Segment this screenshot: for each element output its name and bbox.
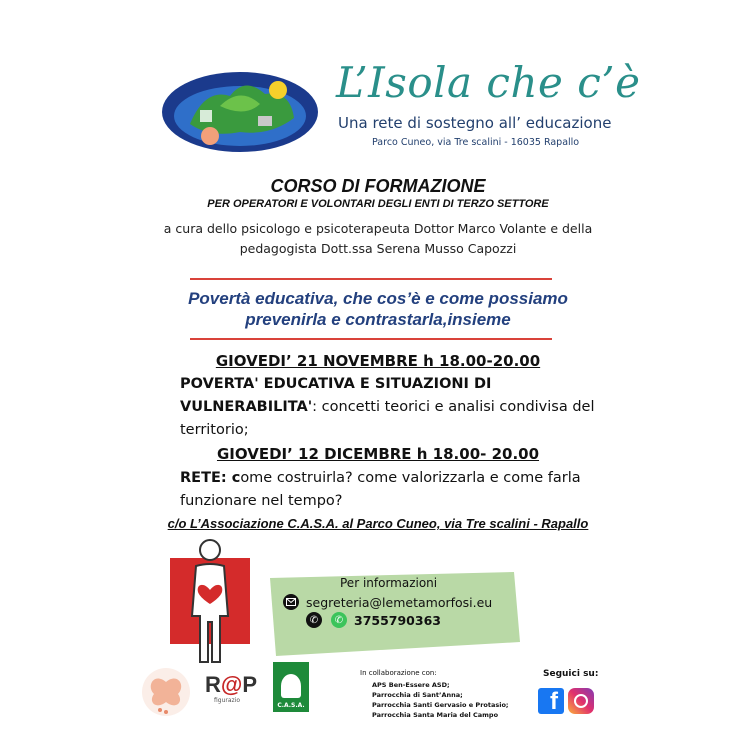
theme-line: Povertà educativa, che cos’è e come possiamo — [188, 289, 568, 308]
brand-address: Parco Cuneo, via Tre scalini - 16035 Rapallo — [372, 137, 580, 148]
butterfly-logo — [140, 666, 192, 718]
divider — [190, 278, 552, 280]
facebook-icon[interactable]: f — [538, 688, 564, 714]
course-subtitle: PER OPERATORI E VOLONTARI DEGLI ENTI DI TERZO SETTORE — [207, 198, 549, 210]
info-title: Per informazioni — [340, 576, 438, 590]
session-topic: POVERTA' EDUCATIVA E SITUAZIONI DI — [180, 376, 492, 392]
collaboration-title: In collaborazione con: — [360, 669, 437, 677]
list-item: Parrocchia Santa Maria del Campo — [372, 711, 499, 719]
course-theme — [150, 288, 606, 330]
course-title: CORSO DI FORMAZIONE — [270, 176, 486, 196]
session-description — [180, 467, 600, 513]
collaboration-list — [372, 680, 509, 720]
mail-icon — [283, 594, 299, 610]
whatsapp-icon: ✆ — [331, 612, 347, 628]
email-link[interactable]: segreteria@lemetamorfosi.eu — [306, 595, 493, 610]
session-topic: RETE: c — [180, 470, 241, 486]
casa-emblem — [281, 674, 301, 698]
casa-name: C.A.S.A. — [277, 702, 305, 709]
list-item: APS Ben-Essere ASD; — [372, 681, 450, 689]
brand-title: L’Isola che c’è — [336, 58, 641, 107]
phone-number[interactable]: 3755790363 — [354, 613, 441, 628]
session-topic: VULNERABILITA' — [180, 399, 313, 415]
session-text: funzionare nel tempo? — [180, 493, 343, 509]
person-heart-icon — [184, 538, 236, 666]
theme-line: prevenirla e contrastarla,insieme — [245, 310, 511, 329]
session-text: ome costruirla? come valorizzarla e come farla — [240, 470, 581, 486]
divider — [190, 338, 552, 340]
venue: c/o L’Associazione C.A.S.A. al Parco Cuneo, via Tre scalini - Rapallo — [167, 516, 589, 531]
session-date: GIOVEDI’ 12 DICEMBRE h 18.00- 20.00 — [216, 445, 540, 463]
session-date: GIOVEDI’ 21 NOVEMBRE h 18.00-20.00 — [215, 352, 541, 370]
session-text: territorio; — [180, 422, 249, 438]
list-item: Parrocchia Santi Gervasio e Protasio; — [372, 701, 509, 709]
rap-logo: R@P — [205, 672, 258, 697]
session-text: : concetti teorici e analisi condivisa del — [312, 399, 595, 415]
island-logo — [160, 66, 320, 156]
brand-subtitle: Una rete di sostegno all’ educazione — [338, 114, 612, 132]
rap-tagline: figurazio — [214, 697, 241, 704]
curator-line: pedagogista Dott.ssa Serena Musso Capozzi — [239, 241, 517, 256]
instagram-icon[interactable] — [568, 688, 594, 714]
curator-line: a cura dello psicologo e psicoterapeuta Dottor Marco Volante e della — [163, 221, 593, 236]
casa-logo — [273, 662, 309, 712]
follow-us-label: Seguici su: — [543, 669, 599, 679]
list-item: Parrocchia di Sant’Anna; — [372, 691, 463, 699]
phone-icon: ✆ — [306, 612, 322, 628]
course-curators — [150, 219, 606, 259]
session-description — [180, 373, 600, 442]
